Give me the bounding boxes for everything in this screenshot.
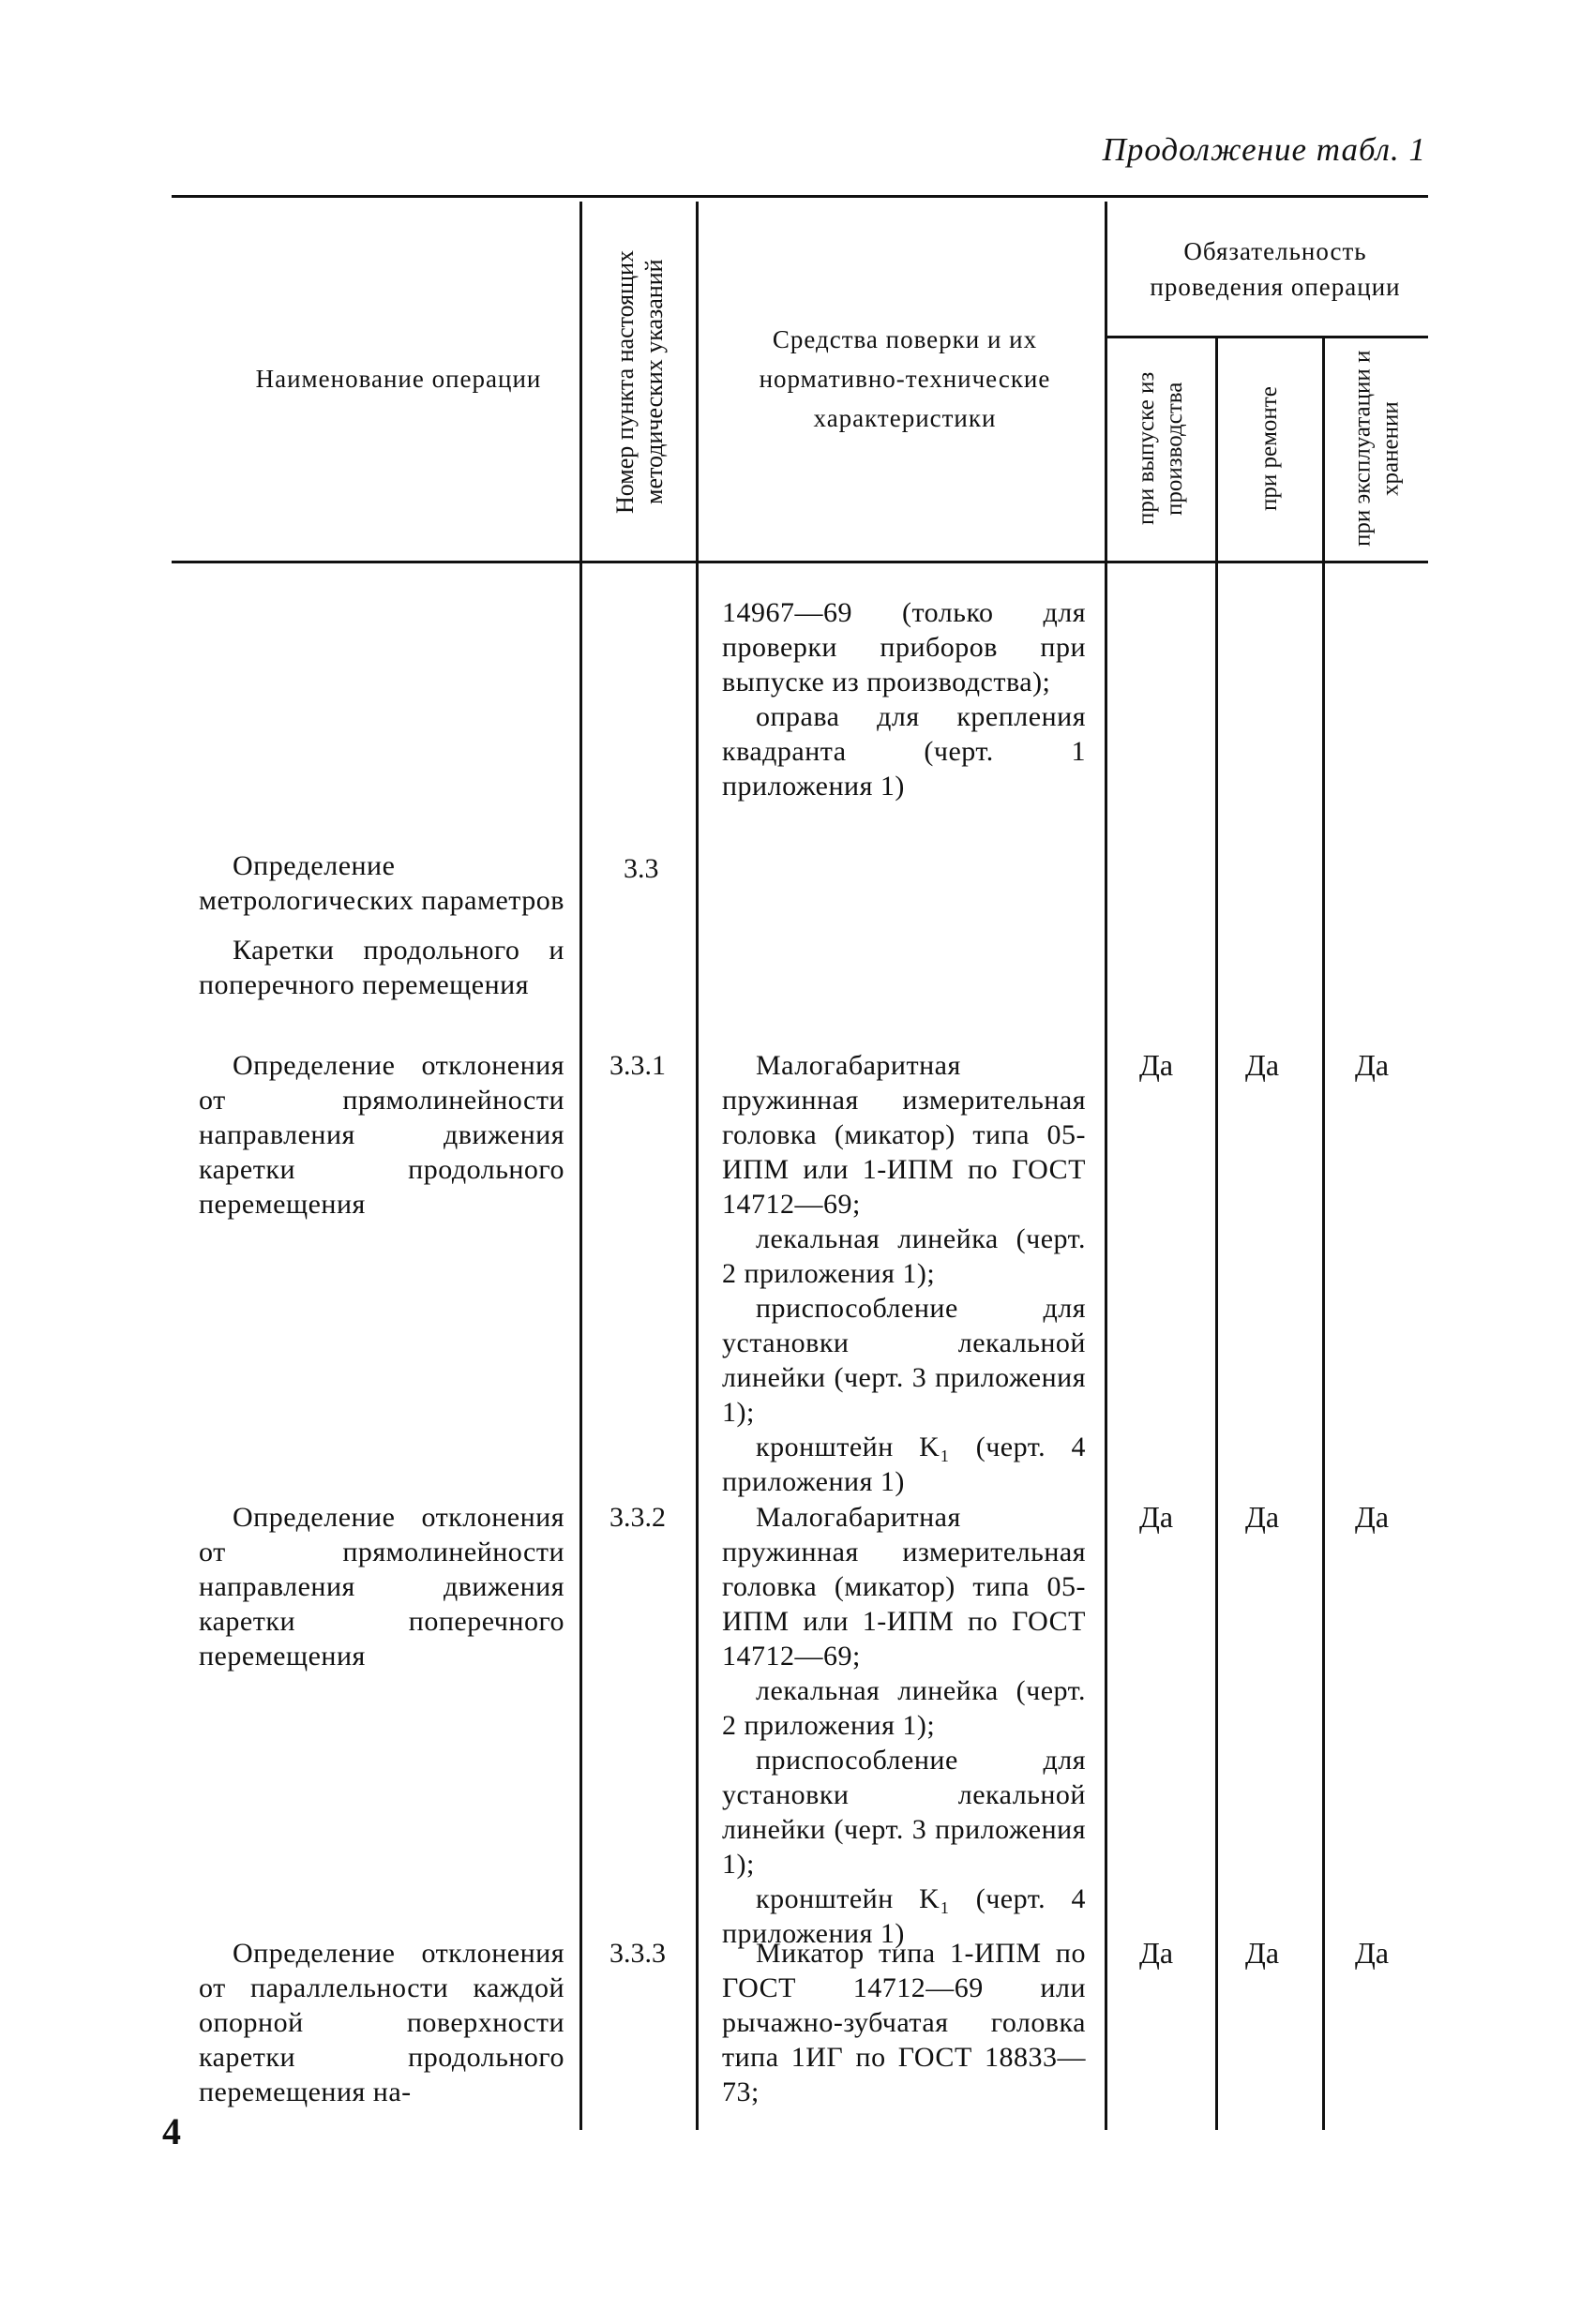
table-top-rule	[172, 195, 1428, 198]
operation-mark: Да	[1355, 1048, 1390, 1082]
means-item: Малогабаритная пружинная измерительная головка (микатор) типа 05-ИПМ или 1-ИПМ по ГОСТ 14712—69;	[722, 1502, 1086, 1672]
header-mandatory-group: Обязательность проведения операции	[1150, 236, 1401, 301]
release-mark: Да	[1139, 1500, 1174, 1534]
header-at-operation: при эксплуатации и хранении	[1349, 350, 1404, 547]
means-item: кронштейн K₁ (черт. 4 приложения 1)	[722, 1883, 1086, 1949]
header-clause-number: Номер пункта настоящих методических указаний	[610, 249, 668, 515]
header-operation: Наименование операции	[255, 365, 542, 394]
row-operation: Определение отклонения от прямолинейности направления движения каретки продольного перемещения	[199, 1050, 564, 1220]
means-item: лекальная линейка (черт. 2 приложения 1);	[722, 1675, 1086, 1741]
row-means	[722, 1500, 1086, 1951]
means-item: Малогабаритная пружинная измерительная головка (микатор) типа 05-ИПМ или 1-ИПМ по ГОСТ 14712—69;	[722, 1050, 1086, 1220]
row-means	[722, 1048, 1086, 1499]
header-means: Средства поверки и их нормативно-технические характеристики	[759, 325, 1051, 432]
means-item: лекальная линейка (черт. 2 приложения 1);	[722, 1223, 1086, 1289]
operation-subtitle: Каретки продольного и поперечного перемещения	[199, 935, 564, 1000]
repair-mark: Да	[1245, 1048, 1280, 1082]
means-item: приспособление для установки лекальной линейки (черт. 3 приложения 1);	[722, 1745, 1086, 1880]
row-number: 3.3.2	[609, 1502, 666, 1533]
repair-mark: Да	[1245, 1500, 1280, 1534]
row-number: 3.3.3	[609, 1938, 666, 1969]
column-separator	[1215, 337, 1218, 2130]
continuation-label: Продолжение табл. 1	[1102, 131, 1426, 168]
row-operation: Определение отклонения от прямолинейности направления движения каретки поперечного перемещения	[199, 1502, 564, 1672]
release-mark: Да	[1139, 1936, 1174, 1970]
continued-means	[722, 595, 1086, 803]
row-operation	[199, 848, 564, 1002]
operation-mark: Да	[1355, 1936, 1390, 1970]
header-bottom-rule	[172, 561, 1428, 563]
header-at-release: при выпуске из производства	[1134, 371, 1187, 526]
row-number: 3.3.1	[609, 1050, 666, 1081]
operation-mark: Да	[1355, 1500, 1390, 1534]
page-number: 4	[162, 2110, 181, 2152]
means-item: приспособление для установки лекальной линейки (черт. 3 приложения 1);	[722, 1293, 1086, 1428]
column-separator	[1105, 202, 1107, 2130]
row-number: 3.3	[624, 853, 659, 884]
means-item: оправа для крепления квадранта (черт. 1 приложения 1)	[722, 701, 1086, 802]
operation-title: Определение метрологических параметров	[199, 850, 564, 916]
release-mark: Да	[1139, 1048, 1174, 1082]
group-header-rule	[1106, 336, 1428, 338]
row-operation: Определение отклонения от параллельности каждой опорной поверхности каретки продольного перемещения на-	[199, 1938, 564, 2107]
means-item: 14967—69 (только для проверки приборов при выпуске из производства);	[722, 597, 1086, 697]
column-separator	[1322, 337, 1325, 2130]
column-separator	[696, 202, 699, 2130]
means-item: Микатор типа 1-ИПМ по ГОСТ 14712—69 или рычажно-зубчатая головка типа 1ИГ по ГОСТ 18833—73;	[722, 1938, 1086, 2107]
repair-mark: Да	[1245, 1936, 1280, 1970]
header-at-repair: при ремонте	[1256, 386, 1282, 511]
means-item: кронштейн K₁ (черт. 4 приложения 1)	[722, 1432, 1086, 1497]
row-means	[722, 1936, 1086, 2109]
